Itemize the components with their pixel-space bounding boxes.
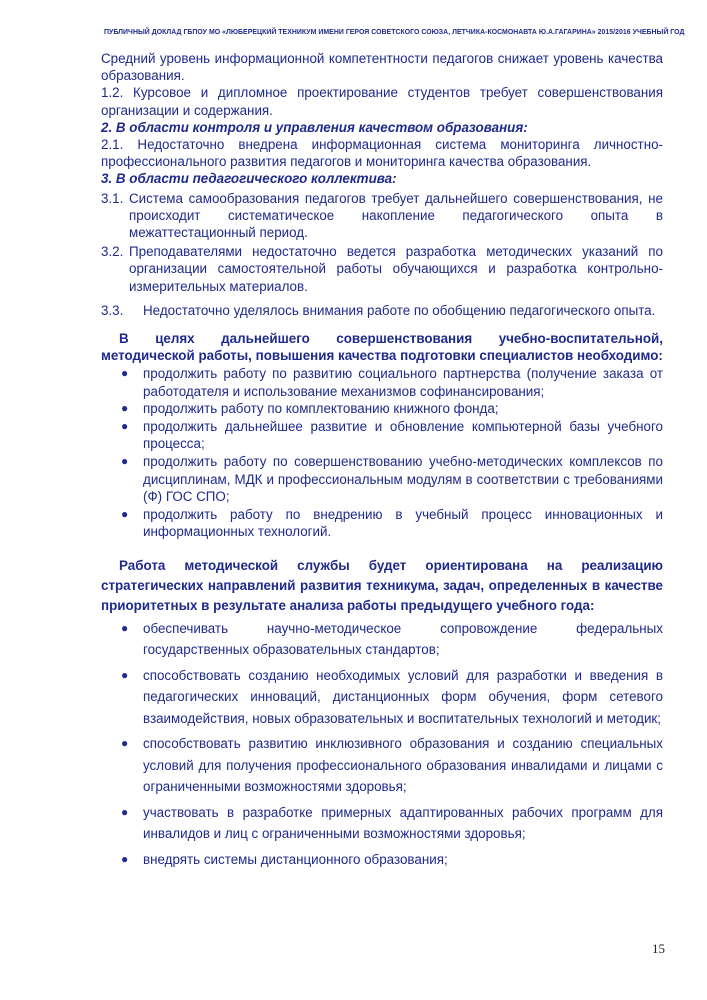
list-item (101, 665, 663, 730)
bullet-icon: ● (121, 454, 129, 468)
list-item-text: продолжить работу по внедрению в учебный процесс инновационных и информационных технологий. (143, 506, 663, 540)
list-item (101, 506, 663, 541)
item-number: 3.3. (101, 302, 124, 318)
bullet-icon: ● (121, 851, 129, 866)
item-3-1 (101, 190, 663, 242)
list-item-text: обеспечивать научно-методическое сопровождение федеральных государственных образовательных стандартов; (143, 620, 663, 658)
bullet-icon: ● (121, 366, 129, 381)
item-1-2: 1.2. Курсовое и дипломное проектирование студентов требует совершенствования организации и содержания. (101, 85, 663, 118)
document-body (101, 50, 663, 870)
list-item (101, 733, 663, 798)
bullet-icon: ● (121, 667, 129, 682)
bold-paragraph-1: В целях дальнейшего совершенствования учебно-воспитательной, методической работы, повышения качества подготовки специалистов необходимо: (101, 330, 663, 364)
item-text: Система самообразования педагогов требует дальнейшего совершенствования, не происходит систематическое накопление педагогического опыта в межаттестационный период. (129, 190, 663, 241)
bold-paragraph-2: Работа методической службы будет ориентирована на реализацию стратегических направлений развития техникума, задач, определенных в качестве приоритетных в результате анализа работы предыдущего учебного года: (101, 557, 663, 613)
bullet-icon: ● (121, 506, 129, 521)
bullet-icon: ● (121, 736, 129, 751)
page-header: ПУБЛИЧНЫЙ ДОКЛАД ГБПОУ МО «ЛЮБЕРЕЦКИЙ ТЕХНИКУМ ИМЕНИ ГЕРОЯ СОВЕТСКОГО СОЮЗА, ЛЕТЧИКА-КОСМОНАВТА Ю.А.ГАГАРИНА» 2015/2016 УЧЕБНЫЙ ГОД (104, 29, 685, 36)
list-item-text: продолжить работу по совершенствованию учебно-методических комплексов по дисциплинам, МДК и профессиональным модулям в соответствии с требованиями (Ф) ГОС СПО; (143, 454, 663, 505)
list-item-text: внедрять системы дистанционного образования; (143, 851, 448, 867)
item-text: Недостаточно уделялось внимания работе по обобщению педагогического опыта. (143, 302, 656, 318)
bullet-icon: ● (121, 401, 129, 416)
list-item (101, 453, 663, 506)
list-item-text: продолжить работу по комплектованию книжного фонда; (143, 401, 499, 417)
bullet-icon: ● (121, 418, 129, 433)
list-item (101, 400, 663, 418)
list-item-text: продолжить дальнейшее развитие и обновление компьютерной базы учебного процесса; (143, 418, 663, 452)
bullet-icon: ● (121, 804, 129, 819)
list-item (101, 418, 663, 453)
list-item-text: продолжить работу по развитию социального партнерства (получение заказа от работодателя и использование механизмов софинансирования; (143, 366, 663, 399)
list-item (101, 802, 663, 845)
item-text: Преподавателями недостаточно ведется разработка методических указаний по организации самостоятельной работы обучающихся и разработка контрольно-измерительных материалов. (129, 244, 663, 294)
recommendations-list (101, 365, 663, 541)
item-2-1: 2.1. Недостаточно внедрена информационная система мониторинга личностно-профессионального развития педагогов и мониторинга качества образования. (101, 137, 663, 170)
list-item-text: способствовать развитию инклюзивного образования и созданию специальных условий для получения профессионального образования инвалидами и лицами с ограниченными возможностями здоровья; (143, 736, 663, 795)
item-number: 3.2. (101, 244, 124, 260)
page-number: 15 (652, 941, 665, 956)
list-item-text: участвовать в разработке примерных адаптированных рабочих программ для инвалидов и лиц с ограниченными возможностями здоровья; (143, 804, 663, 842)
intro-paragraph: Средний уровень информационной компетентности педагогов снижает уровень качества образования. (101, 51, 663, 84)
list-item-text: способствовать созданию необходимых условий для разработки и введения в педагогических инноваций, дистанционных форм обучения, форм сетевого взаимодействия, новых образовательных и воспитательных технологий и методик; (143, 667, 663, 726)
bullet-icon: ● (121, 620, 129, 635)
tasks-list (101, 618, 663, 871)
section-heading-2: 2. В области контроля и управления качеством образования: (101, 119, 528, 135)
item-number: 3.1. (101, 190, 124, 206)
item-3-3 (101, 301, 663, 321)
list-item (101, 365, 663, 400)
section-heading-3: 3. В области педагогического коллектива: (101, 171, 397, 187)
list-item (101, 618, 663, 661)
item-3-2 (101, 243, 663, 295)
list-item (101, 849, 663, 871)
